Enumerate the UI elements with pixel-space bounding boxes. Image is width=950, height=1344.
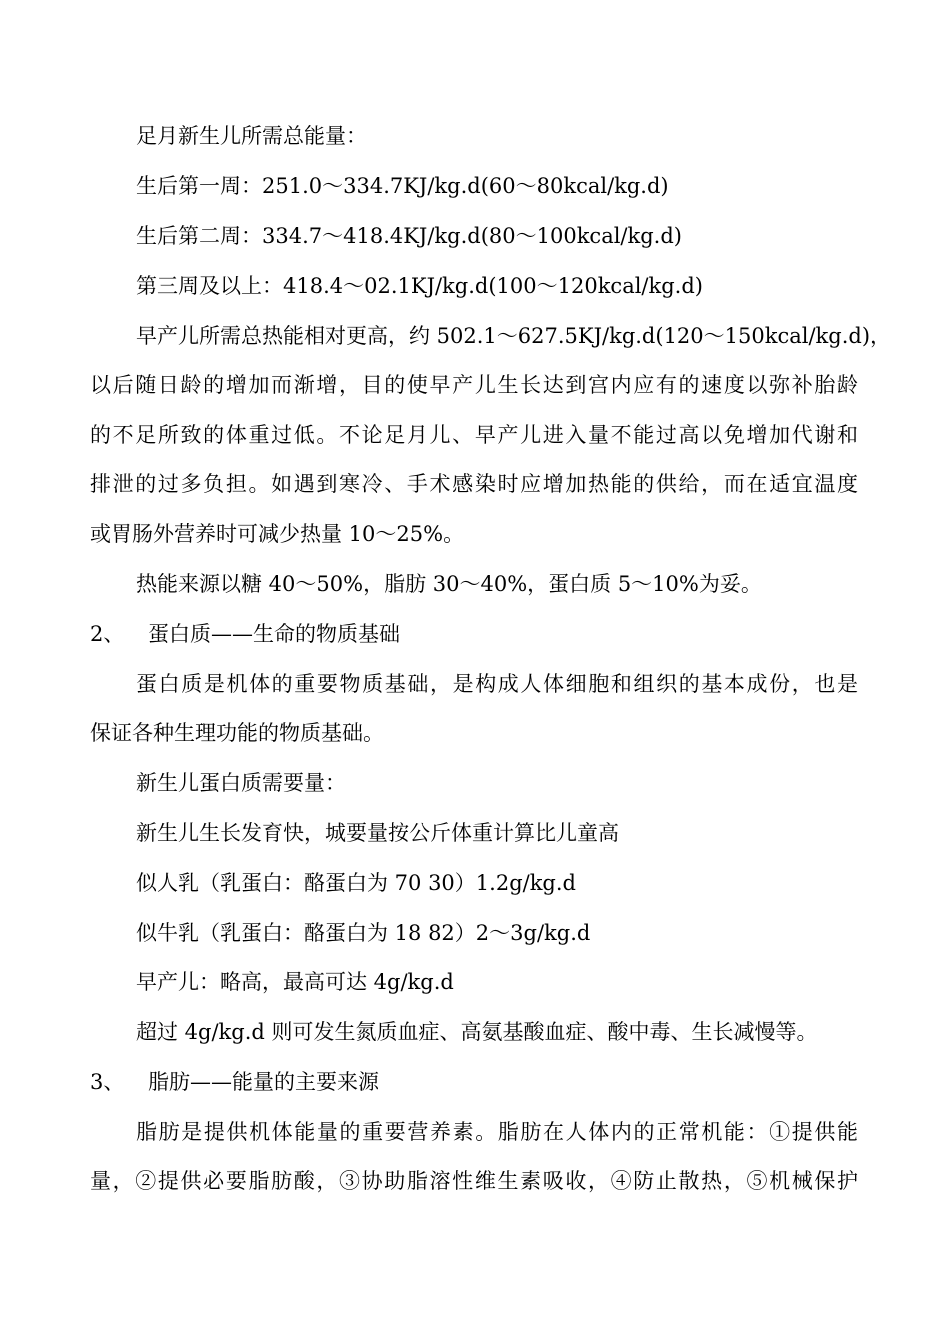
paragraph-line: 生后第一周：251.0～334.7KJ/kg.d(60～80kcal/kg.d) xyxy=(136,174,669,198)
paragraph-line: 生后第二周：334.7～418.4KJ/kg.d(80～100kcal/kg.d) xyxy=(136,224,682,248)
paragraph-line: 新生儿蛋白质需要量： xyxy=(136,771,346,795)
paragraph-line: 的不足所致的体重过低。不论足月儿、早产儿进入量不能过高以免增加代谢和 xyxy=(90,423,858,447)
heading-number: 2、 xyxy=(90,622,125,646)
paragraph-line: 脂肪是提供机体能量的重要营养素。脂肪在人体内的正常机能：①提供能 xyxy=(136,1120,858,1144)
paragraph-line: 超过 4g/kg.d 则可发生氮质血症、高氨基酸血症、酸中毒、生长减慢等。 xyxy=(136,1020,818,1044)
paragraph-line: 量，②提供必要脂肪酸，③协助脂溶性维生素吸收，④防止散热，⑤机械保护 xyxy=(90,1169,858,1193)
heading-text: 脂肪——能量的主要来源 xyxy=(148,1070,379,1094)
paragraph-line: 蛋白质是机体的重要物质基础，是构成人体细胞和组织的基本成份，也是 xyxy=(136,672,858,696)
paragraph-line: 或胃肠外营养时可减少热量 10～25%。 xyxy=(90,522,465,546)
paragraph-line: 保证各种生理功能的物质基础。 xyxy=(90,721,384,745)
heading-text: 蛋白质——生命的物质基础 xyxy=(148,622,400,646)
paragraph-line: 似牛乳（乳蛋白：酪蛋白为 18 82）2～3g/kg.d xyxy=(136,921,591,945)
paragraph-line: 热能来源以糖 40～50%，脂肪 30～40%，蛋白质 5～10%为妥。 xyxy=(136,572,762,596)
paragraph-line: 新生儿生长发育快，城要量按公斤体重计算比儿童高 xyxy=(136,821,619,845)
paragraph-line: 足月新生儿所需总能量： xyxy=(136,124,367,148)
paragraph-line: 排泄的过多负担。如遇到寒冷、手术感染时应增加热能的供给，而在适宜温度 xyxy=(90,472,858,496)
paragraph-line: 以后随日龄的增加而渐增，目的使早产儿生长达到宫内应有的速度以弥补胎龄 xyxy=(90,373,858,397)
section-heading xyxy=(90,1067,379,1097)
heading-number: 3、 xyxy=(90,1070,125,1094)
paragraph-line: 似人乳（乳蛋白：酪蛋白为 70 30）1.2g/kg.d xyxy=(136,871,576,895)
paragraph-line: 早产儿：略高，最高可达 4g/kg.d xyxy=(136,970,454,994)
paragraph-line: 早产儿所需总热能相对更高，约 502.1～627.5KJ/kg.d(120～150kcal/kg.d)， xyxy=(136,324,892,348)
paragraph-line: 第三周及以上：418.4～02.1KJ/kg.d(100～120kcal/kg.d) xyxy=(136,274,703,298)
section-heading xyxy=(90,619,400,649)
